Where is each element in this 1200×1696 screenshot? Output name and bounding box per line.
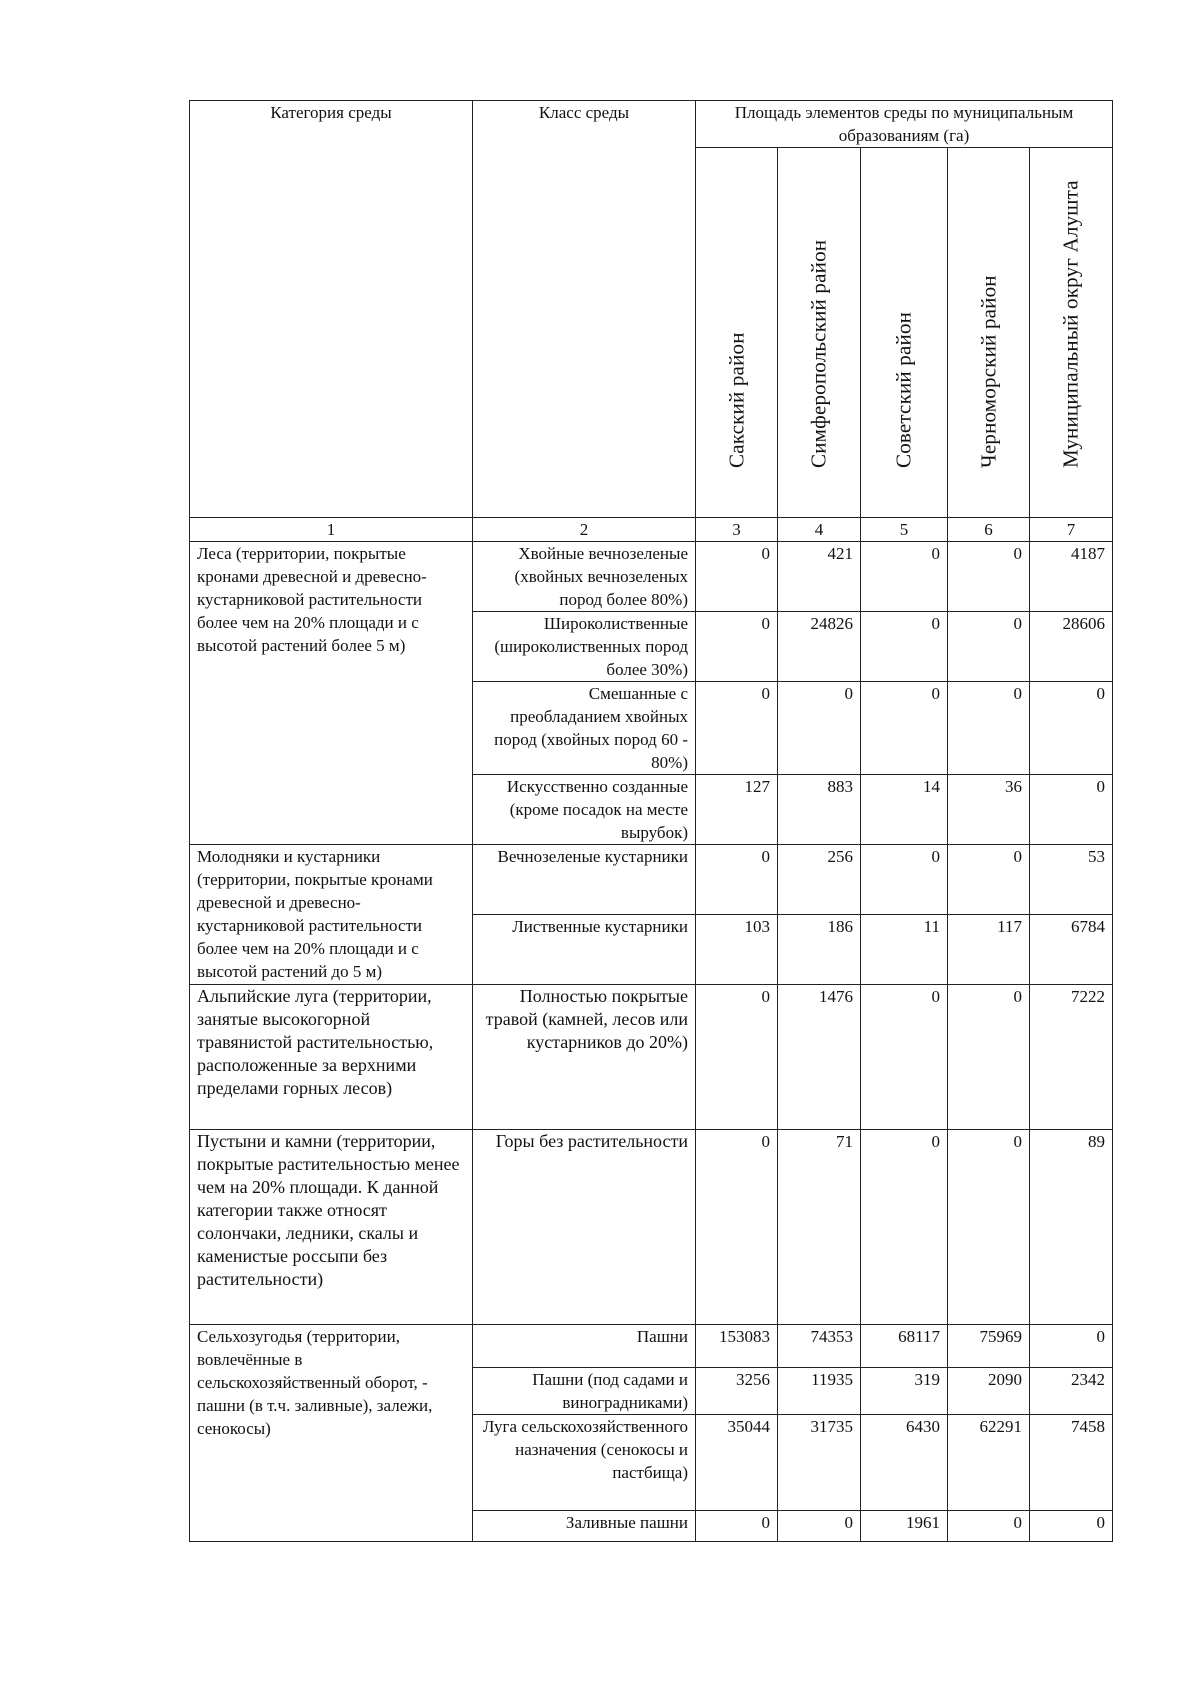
class-cell: Хвойные вечнозеленые (хвойных вечнозеленых пород более 80%): [473, 542, 696, 612]
header-area: Площадь элементов среды по муниципальным образованиям (га): [696, 101, 1113, 148]
value-cell: 0: [948, 845, 1030, 915]
value-cell: 0: [948, 1511, 1030, 1542]
table-row: [190, 1130, 1113, 1325]
value-cell: 0: [861, 682, 948, 775]
header-district-sovetsky: [861, 148, 948, 518]
value-cell: 0: [1030, 682, 1113, 775]
value-cell: 153083: [696, 1325, 778, 1368]
district-label: Симферопольский район: [806, 239, 831, 468]
value-cell: 6784: [1030, 915, 1113, 985]
class-cell: Лиственные кустарники: [473, 915, 696, 985]
value-cell: 11935: [778, 1368, 861, 1415]
table-row: [190, 1325, 1113, 1368]
table-row: [190, 542, 1113, 612]
value-cell: 3256: [696, 1368, 778, 1415]
column-number-row: [190, 518, 1113, 542]
value-cell: 28606: [1030, 612, 1113, 682]
value-cell: 117: [948, 915, 1030, 985]
column-number: 7: [1030, 518, 1113, 542]
value-cell: 0: [696, 682, 778, 775]
category-cell: Пустыни и камни (территории, покрытые растительностью менее чем на 20% площади. К данной категории также относят солончаки, ледники, скалы и каменистые россыпи без растительности): [190, 1130, 473, 1325]
value-cell: 68117: [861, 1325, 948, 1368]
value-cell: 103: [696, 915, 778, 985]
value-cell: 0: [948, 682, 1030, 775]
category-cell: Молодняки и кустарники (территории, покрытые кронами древесной и древесно-кустарниковой растительности более чем на 20% площади и с высотой растений до 5 м): [190, 845, 473, 985]
value-cell: 1476: [778, 985, 861, 1130]
value-cell: 1961: [861, 1511, 948, 1542]
class-cell: Смешанные с преобладанием хвойных пород (хвойных пород 60 - 80%): [473, 682, 696, 775]
value-cell: 24826: [778, 612, 861, 682]
value-cell: 4187: [1030, 542, 1113, 612]
header-class: Класс среды: [473, 101, 696, 518]
column-number: 1: [190, 518, 473, 542]
value-cell: 186: [778, 915, 861, 985]
value-cell: 0: [1030, 775, 1113, 845]
header-district-simferopol: [778, 148, 861, 518]
value-cell: 36: [948, 775, 1030, 845]
value-cell: 0: [948, 985, 1030, 1130]
value-cell: 75969: [948, 1325, 1030, 1368]
value-cell: 127: [696, 775, 778, 845]
class-cell: Широколиственные (широколиственных пород более 30%): [473, 612, 696, 682]
value-cell: 0: [861, 542, 948, 612]
value-cell: 883: [778, 775, 861, 845]
value-cell: 62291: [948, 1415, 1030, 1511]
value-cell: 0: [778, 1511, 861, 1542]
value-cell: 7458: [1030, 1415, 1113, 1511]
value-cell: 6430: [861, 1415, 948, 1511]
district-label: Муниципальный округ Алушта: [1058, 180, 1083, 468]
table-row: [190, 985, 1113, 1130]
value-cell: 74353: [778, 1325, 861, 1368]
value-cell: 0: [861, 1130, 948, 1325]
value-cell: 256: [778, 845, 861, 915]
category-cell: Сельхозугодья (территории, вовлечённые в сельскохозяйственный оборот, - пашни (в т.ч. заливные), залежи, сенокосы): [190, 1325, 473, 1542]
column-number: 4: [778, 518, 861, 542]
class-cell: Пашни: [473, 1325, 696, 1368]
value-cell: 0: [948, 1130, 1030, 1325]
district-label: Черноморский район: [976, 275, 1000, 468]
column-number: 3: [696, 518, 778, 542]
value-cell: 319: [861, 1368, 948, 1415]
value-cell: 11: [861, 915, 948, 985]
class-cell: Луга сельскохозяйственного назначения (сенокосы и пастбища): [473, 1415, 696, 1511]
column-number: 5: [861, 518, 948, 542]
value-cell: 2090: [948, 1368, 1030, 1415]
header-district-saki: [696, 148, 778, 518]
value-cell: 14: [861, 775, 948, 845]
value-cell: 0: [696, 1511, 778, 1542]
value-cell: 0: [1030, 1511, 1113, 1542]
value-cell: 0: [696, 985, 778, 1130]
value-cell: 71: [778, 1130, 861, 1325]
class-cell: Вечнозеленые кустарники: [473, 845, 696, 915]
class-cell: Полностью покрытые травой (камней, лесов или кустарников до 20%): [473, 985, 696, 1130]
class-cell: Искусственно созданные (кроме посадок на месте вырубок): [473, 775, 696, 845]
value-cell: 0: [861, 985, 948, 1130]
value-cell: 0: [861, 845, 948, 915]
table-row: [190, 845, 1113, 915]
value-cell: 0: [696, 612, 778, 682]
header-district-alushta: [1030, 148, 1113, 518]
environment-area-table: [189, 100, 1113, 1542]
value-cell: 2342: [1030, 1368, 1113, 1415]
category-cell: Леса (территории, покрытые кронами древесной и древесно-кустарниковой растительности более чем на 20% площади и с высотой растений более 5 м): [190, 542, 473, 845]
value-cell: 89: [1030, 1130, 1113, 1325]
header-category: Категория среды: [190, 101, 473, 518]
value-cell: 0: [1030, 1325, 1113, 1368]
class-cell: Пашни (под садами и виноградниками): [473, 1368, 696, 1415]
value-cell: 0: [861, 612, 948, 682]
value-cell: 0: [696, 845, 778, 915]
value-cell: 0: [948, 542, 1030, 612]
value-cell: 0: [778, 682, 861, 775]
value-cell: 35044: [696, 1415, 778, 1511]
column-number: 6: [948, 518, 1030, 542]
value-cell: 7222: [1030, 985, 1113, 1130]
class-cell: Заливные пашни: [473, 1511, 696, 1542]
value-cell: 53: [1030, 845, 1113, 915]
category-cell: Альпийские луга (территории, занятые высокогорной травянистой растительностью, расположенные за верхними пределами горных лесов): [190, 985, 473, 1130]
value-cell: 31735: [778, 1415, 861, 1511]
value-cell: 0: [948, 612, 1030, 682]
value-cell: 0: [696, 542, 778, 612]
district-label: Сакский район: [724, 332, 748, 468]
district-label: Советский район: [891, 311, 916, 468]
header-district-chernomorsky: [948, 148, 1030, 518]
column-number: 2: [473, 518, 696, 542]
value-cell: 0: [696, 1130, 778, 1325]
class-cell: Горы без растительности: [473, 1130, 696, 1325]
value-cell: 421: [778, 542, 861, 612]
